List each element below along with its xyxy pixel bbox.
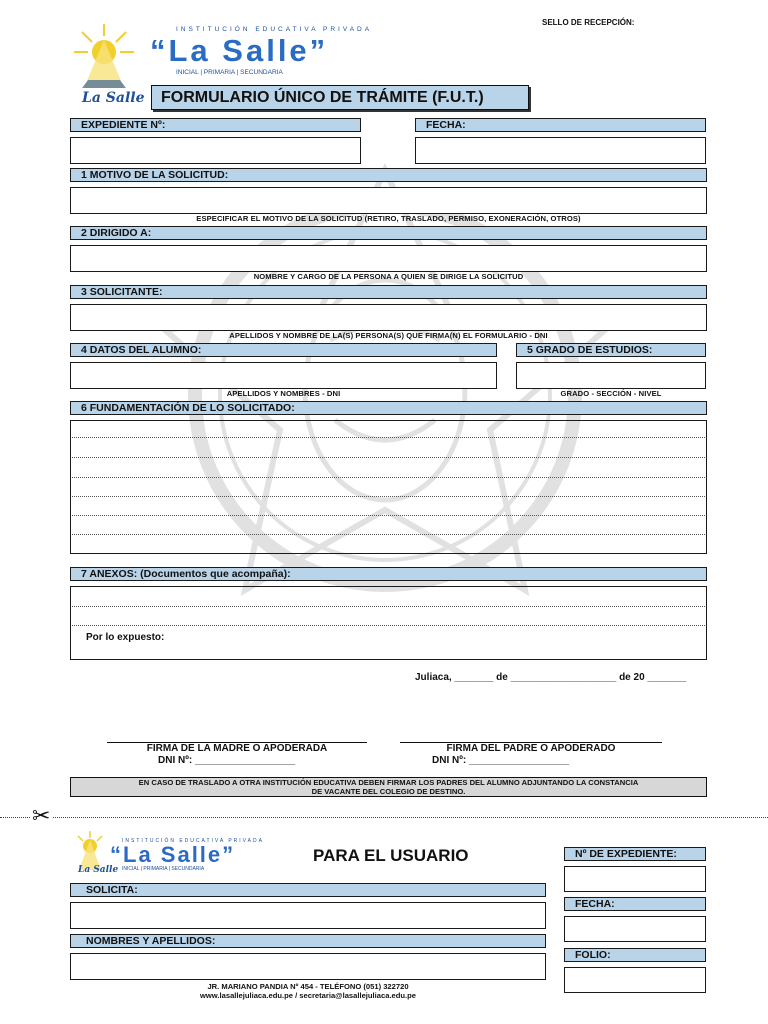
fundamentacion-field[interactable] [70, 420, 707, 554]
stub-folio-field[interactable] [564, 967, 706, 993]
stub-expediente-label: Nº DE EXPEDIENTE: [564, 847, 706, 861]
footer-contact: www.lasallejuliaca.edu.pe / secretaria@lasallejuliaca.edu.pe [199, 991, 417, 1000]
grado-field[interactable] [516, 362, 706, 389]
alumno-field[interactable] [70, 362, 497, 389]
anexos-field[interactable] [70, 586, 707, 660]
logo-line1: INSTITUCIÓN EDUCATIVA PRIVADA [176, 26, 373, 33]
stub-title: PARA EL USUARIO [313, 846, 469, 865]
grado-hint: GRADO - SECCIÓN - NIVEL [560, 389, 662, 398]
logo-name-small: “La Salle” [110, 842, 236, 867]
sun-logo-icon [74, 22, 134, 92]
signature-madre-dni: DNI Nº: __________________ [158, 755, 296, 766]
signature-padre: FIRMA DEL PADRE O APODERADO [446, 743, 616, 754]
stub-nombres-label: NOMBRES Y APELLIDOS: [70, 934, 546, 948]
stub-solicita-label: SOLICITA: [70, 883, 546, 897]
alumno-label: 4 DATOS DEL ALUMNO: [70, 343, 497, 357]
notice-line2: DE VACANTE DEL COLEGIO DE DESTINO. [311, 787, 466, 796]
stub-folio-label: FOLIO: [564, 948, 706, 962]
solicitante-label: 3 SOLICITANTE: [70, 285, 707, 299]
scissors-icon: ✂ [32, 803, 51, 828]
stub-fecha-field[interactable] [564, 916, 706, 942]
solicitante-field[interactable] [70, 304, 707, 331]
signature-padre-dni: DNI Nº: __________________ [432, 755, 570, 766]
dirigido-field[interactable] [70, 245, 707, 272]
footer [70, 982, 546, 1000]
solicitante-hint: APELLIDOS Y NOMBRE DE LA(S) PERSONA(S) QUE FIRMA(N) EL FORMULARIO - DNI [229, 331, 548, 340]
logo-script-small: La Salle [78, 865, 119, 875]
motivo-field[interactable] [70, 187, 707, 214]
notice-line1: EN CASO DE TRASLADO A OTRA INSTITUCIÓN EDUCATIVA DEBEN FIRMAR LOS PADRES DEL ALUMNO ADJUNTANDO LA CONSTANCIA [138, 778, 639, 787]
stamp-label: SELLO DE RECEPCIÓN: [542, 18, 635, 27]
signature-madre: FIRMA DE LA MADRE O APODERADA [146, 743, 328, 754]
logo-script: La Salle [82, 90, 145, 106]
footer-address: JR. MARIANO PANDIA Nº 454 - TELÉFONO (051) 322720 [207, 982, 409, 991]
date-line: Juliaca, _______ de ___________________ de 20 _______ [415, 672, 687, 683]
grado-label: 5 GRADO DE ESTUDIOS: [516, 343, 706, 357]
dirigido-label: 2 DIRIGIDO A: [70, 226, 707, 240]
expediente-label: EXPEDIENTE Nº: [70, 118, 361, 132]
logo-line2-small: INICIAL | PRIMARIA | SECUNDARIA [122, 866, 205, 872]
fecha-field[interactable] [415, 137, 706, 164]
cut-line [0, 817, 768, 818]
expediente-field[interactable] [70, 137, 361, 164]
dirigido-hint: NOMBRE Y CARGO DE LA PERSONA A QUIEN SE DIRIGE LA SOLICITUD [253, 272, 524, 281]
logo-name: “La Salle” [150, 33, 329, 68]
form-title: FORMULARIO ÚNICO DE TRÁMITE (F.U.T.) [151, 85, 529, 110]
stub-fecha-label: FECHA: [564, 897, 706, 911]
logo-line1-small: INSTITUCIÓN EDUCATIVA PRIVADA [122, 838, 264, 844]
motivo-label: 1 MOTIVO DE LA SOLICITUD: [70, 168, 707, 182]
stub-solicita-field[interactable] [70, 902, 546, 929]
expuesto-label: Por lo expuesto: [86, 632, 165, 643]
anexos-label: 7 ANEXOS: (Documentos que acompaña): [70, 567, 707, 581]
stub-expediente-field[interactable] [564, 866, 706, 892]
notice-box [70, 777, 707, 797]
fecha-label: FECHA: [415, 118, 706, 132]
fundamentacion-label: 6 FUNDAMENTACIÓN DE LO SOLICITADO: [70, 401, 707, 415]
motivo-hint: ESPECIFICAR EL MOTIVO DE LA SOLICITUD (RETIRO, TRASLADO, PERMISO, EXONERACIÓN, OTROS) [196, 214, 581, 223]
alumno-hint: APELLIDOS Y NOMBRES - DNI [226, 389, 341, 398]
logo-line2: INICIAL | PRIMARIA | SECUNDARIA [176, 69, 283, 76]
stub-nombres-field[interactable] [70, 953, 546, 980]
